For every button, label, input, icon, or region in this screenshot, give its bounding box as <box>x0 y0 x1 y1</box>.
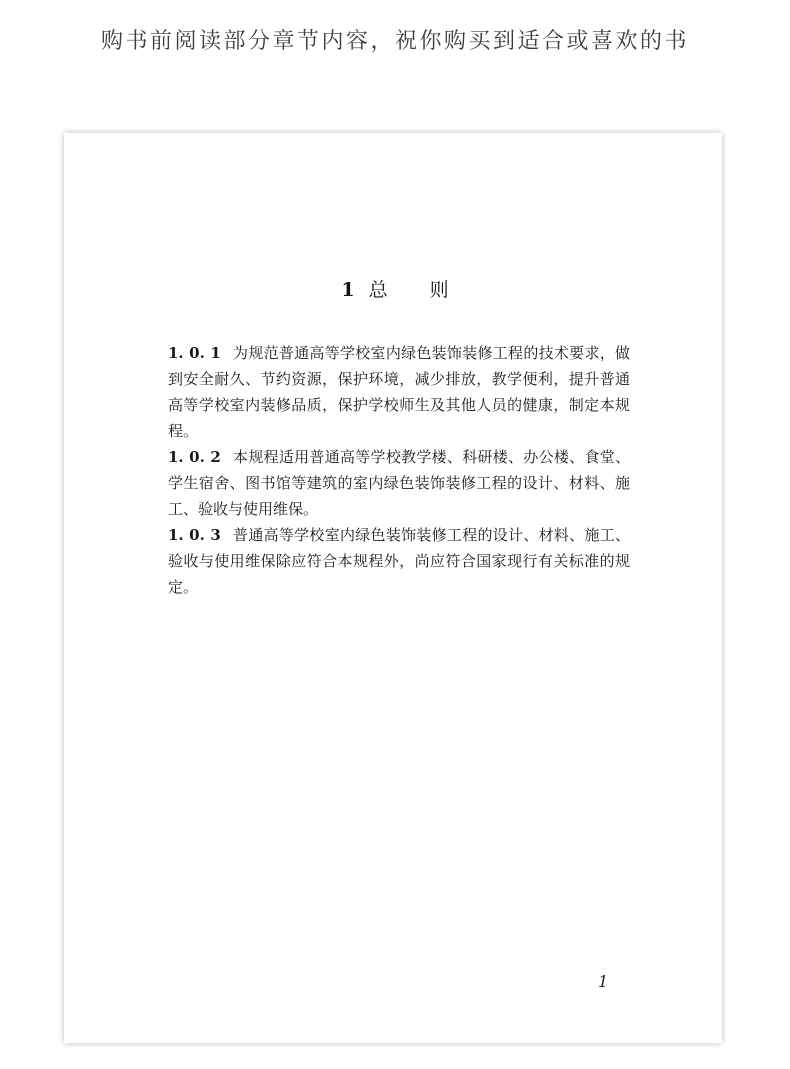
preview-banner: 购书前阅读部分章节内容，祝你购买到适合或喜欢的书 <box>100 29 689 54</box>
chapter-title-char-2: 则 <box>429 279 449 301</box>
clause-text: 为规范普通高等学校室内绿色装饰装修工程的技术要求，做到安全耐久、节约资源，保护环境，减少排放，教学便利，提升普通高等学校室内装修品质，保护学校师生及其他人员的健康，制定本规程。 <box>168 344 630 440</box>
clause <box>168 444 630 522</box>
clause <box>168 522 630 600</box>
chapter-number: 1 <box>341 279 355 301</box>
clause <box>168 340 630 444</box>
page-number: 1 <box>598 972 609 991</box>
chapter-body <box>168 340 630 600</box>
clause-text: 普通高等学校室内绿色装饰装修工程的设计、材料、施工、验收与使用维保除应符合本规程外，尚应符合国家现行有关标准的规定。 <box>168 526 630 596</box>
clause-text: 本规程适用普通高等学校教学楼、科研楼、办公楼、食堂、学生宿舍、图书馆等建筑的室内绿色装饰装修工程的设计、材料、施工、验收与使用维保。 <box>168 448 630 518</box>
chapter-title <box>0 275 790 305</box>
clause-number: 1. 0. 2 <box>168 448 221 466</box>
clause-number: 1. 0. 1 <box>168 344 221 362</box>
clause-number: 1. 0. 3 <box>168 526 221 544</box>
chapter-title-char-1: 总 <box>368 279 388 301</box>
